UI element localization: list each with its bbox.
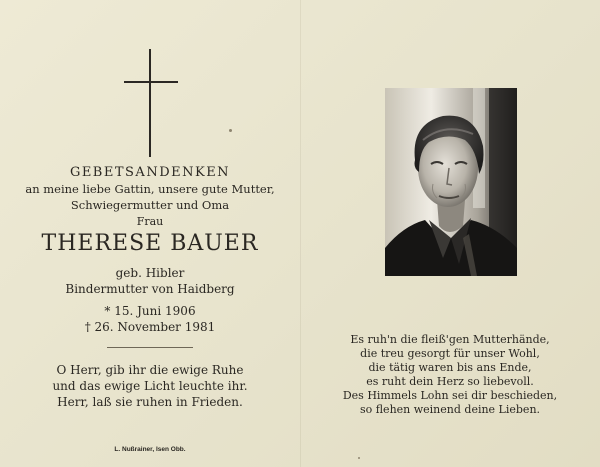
memorial-heading: GEBETSANDENKEN	[69, 165, 231, 180]
poem-line: es ruht dein Herz so liebevoll.	[366, 375, 534, 388]
birth-date: * 15. Juni 1906	[104, 304, 196, 318]
intro-line: Frau	[136, 215, 164, 228]
portrait-photo	[385, 88, 517, 276]
death-date: † 26. November 1981	[84, 320, 216, 334]
prayer-line: O Herr, gib ihr die ewige Ruhe	[56, 363, 244, 377]
right-panel	[300, 0, 600, 467]
prayer-line: und das ewige Licht leuchte ihr.	[52, 379, 248, 393]
poem-line: so flehen weinend deine Lieben.	[359, 403, 541, 416]
divider	[107, 347, 193, 348]
poem-line: die tätig waren bis ans Ende,	[368, 361, 532, 374]
birth-name: geb. Hibler	[115, 266, 185, 280]
poem-line: Des Himmels Lohn sei dir beschieden,	[342, 389, 558, 402]
paper-speck	[229, 129, 232, 132]
cross-icon	[124, 49, 178, 157]
prayer-line: Herr, laß sie ruhen in Frieden.	[57, 395, 243, 409]
poem-line: die treu gesorgt für unser Wohl,	[360, 347, 540, 360]
intro-line: an meine liebe Gattin, unsere gute Mutter,	[25, 182, 275, 196]
poem-line: Es ruh'n die fleiß'gen Mutterhände,	[350, 333, 550, 346]
intro-line: Schwiegermutter und Oma	[70, 198, 230, 212]
occupation: Bindermutter von Haidberg	[65, 282, 235, 296]
printer-credit: L. Nußrainer, Isen Obb.	[114, 446, 186, 453]
deceased-name: THERESE BAUER	[41, 231, 259, 256]
paper-speck	[358, 457, 360, 459]
